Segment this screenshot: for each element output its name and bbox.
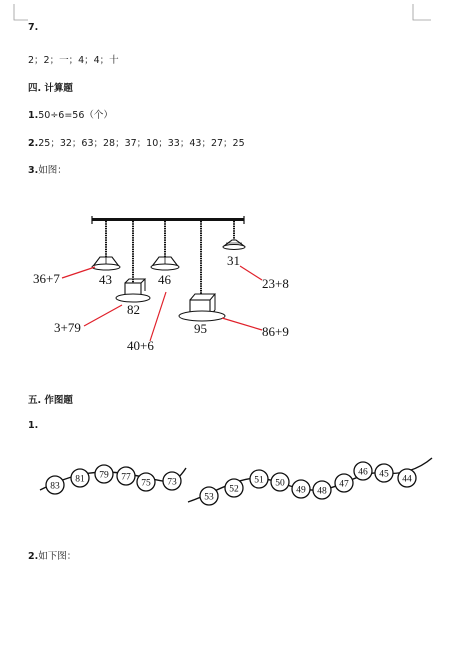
s4-item-2-number: 2.: [28, 138, 39, 149]
right-bead-label-48: 48: [317, 486, 327, 497]
s4-item-2-text: 25；32；63；28；37；10；33；43；27；25: [38, 138, 245, 149]
lamp-label-82: 82: [127, 302, 140, 317]
lamp-label-43: 43: [99, 272, 112, 287]
s4-item-3-number: 3.: [28, 165, 39, 176]
s5-item-2: [28, 548, 76, 562]
question-7-number: 7.: [28, 22, 39, 33]
s4-item-1-text: 50÷6=56（个）: [38, 110, 113, 121]
left-beads-group: [46, 465, 181, 494]
lamp-label-95: 95: [194, 321, 207, 336]
left-bead-label-83: 83: [50, 481, 60, 492]
right-bead-label-46: 46: [358, 467, 368, 478]
right-bead-label-45: 45: [379, 469, 389, 480]
right-bead-label-49: 49: [296, 485, 306, 496]
lamp-label-31: 31: [227, 253, 240, 268]
lamp-label-46: 46: [158, 272, 171, 287]
section-5-heading: 五. 作图题: [28, 395, 73, 406]
right-bead-label-50: 50: [275, 478, 285, 489]
right-bead-label-51: 51: [254, 475, 264, 486]
expression-36+7: 36+7: [33, 271, 60, 286]
s5-item-1-number: 1.: [28, 420, 39, 431]
right-bead-label-52: 52: [229, 484, 239, 495]
left-bead-label-79: 79: [99, 470, 109, 481]
left-bead-label-77: 77: [121, 472, 131, 483]
left-bead-label-73: 73: [167, 477, 177, 488]
right-bead-label-47: 47: [339, 479, 349, 490]
section-4-heading: 四. 计算题: [28, 83, 73, 94]
expression-86+9: 86+9: [262, 324, 289, 339]
right-bead-label-44: 44: [402, 474, 412, 485]
expression-23+8: 23+8: [262, 276, 289, 291]
s4-item-3-text: 如图：: [38, 165, 67, 176]
s5-item-2-number: 2.: [28, 551, 39, 562]
bead-string-right: [188, 458, 432, 502]
right-beads-group: [200, 462, 416, 505]
left-bead-label-81: 81: [75, 474, 85, 485]
expression-3+79: 3+79: [54, 320, 81, 335]
s4-item-1-number: 1.: [28, 110, 39, 121]
question-7-answer: 2；2；一；4；4；十: [28, 55, 119, 66]
left-bead-label-75: 75: [141, 478, 151, 489]
right-bead-label-53: 53: [204, 492, 214, 503]
expression-40+6: 40+6: [127, 338, 154, 353]
s5-item-2-text: 如下图：: [38, 551, 77, 562]
